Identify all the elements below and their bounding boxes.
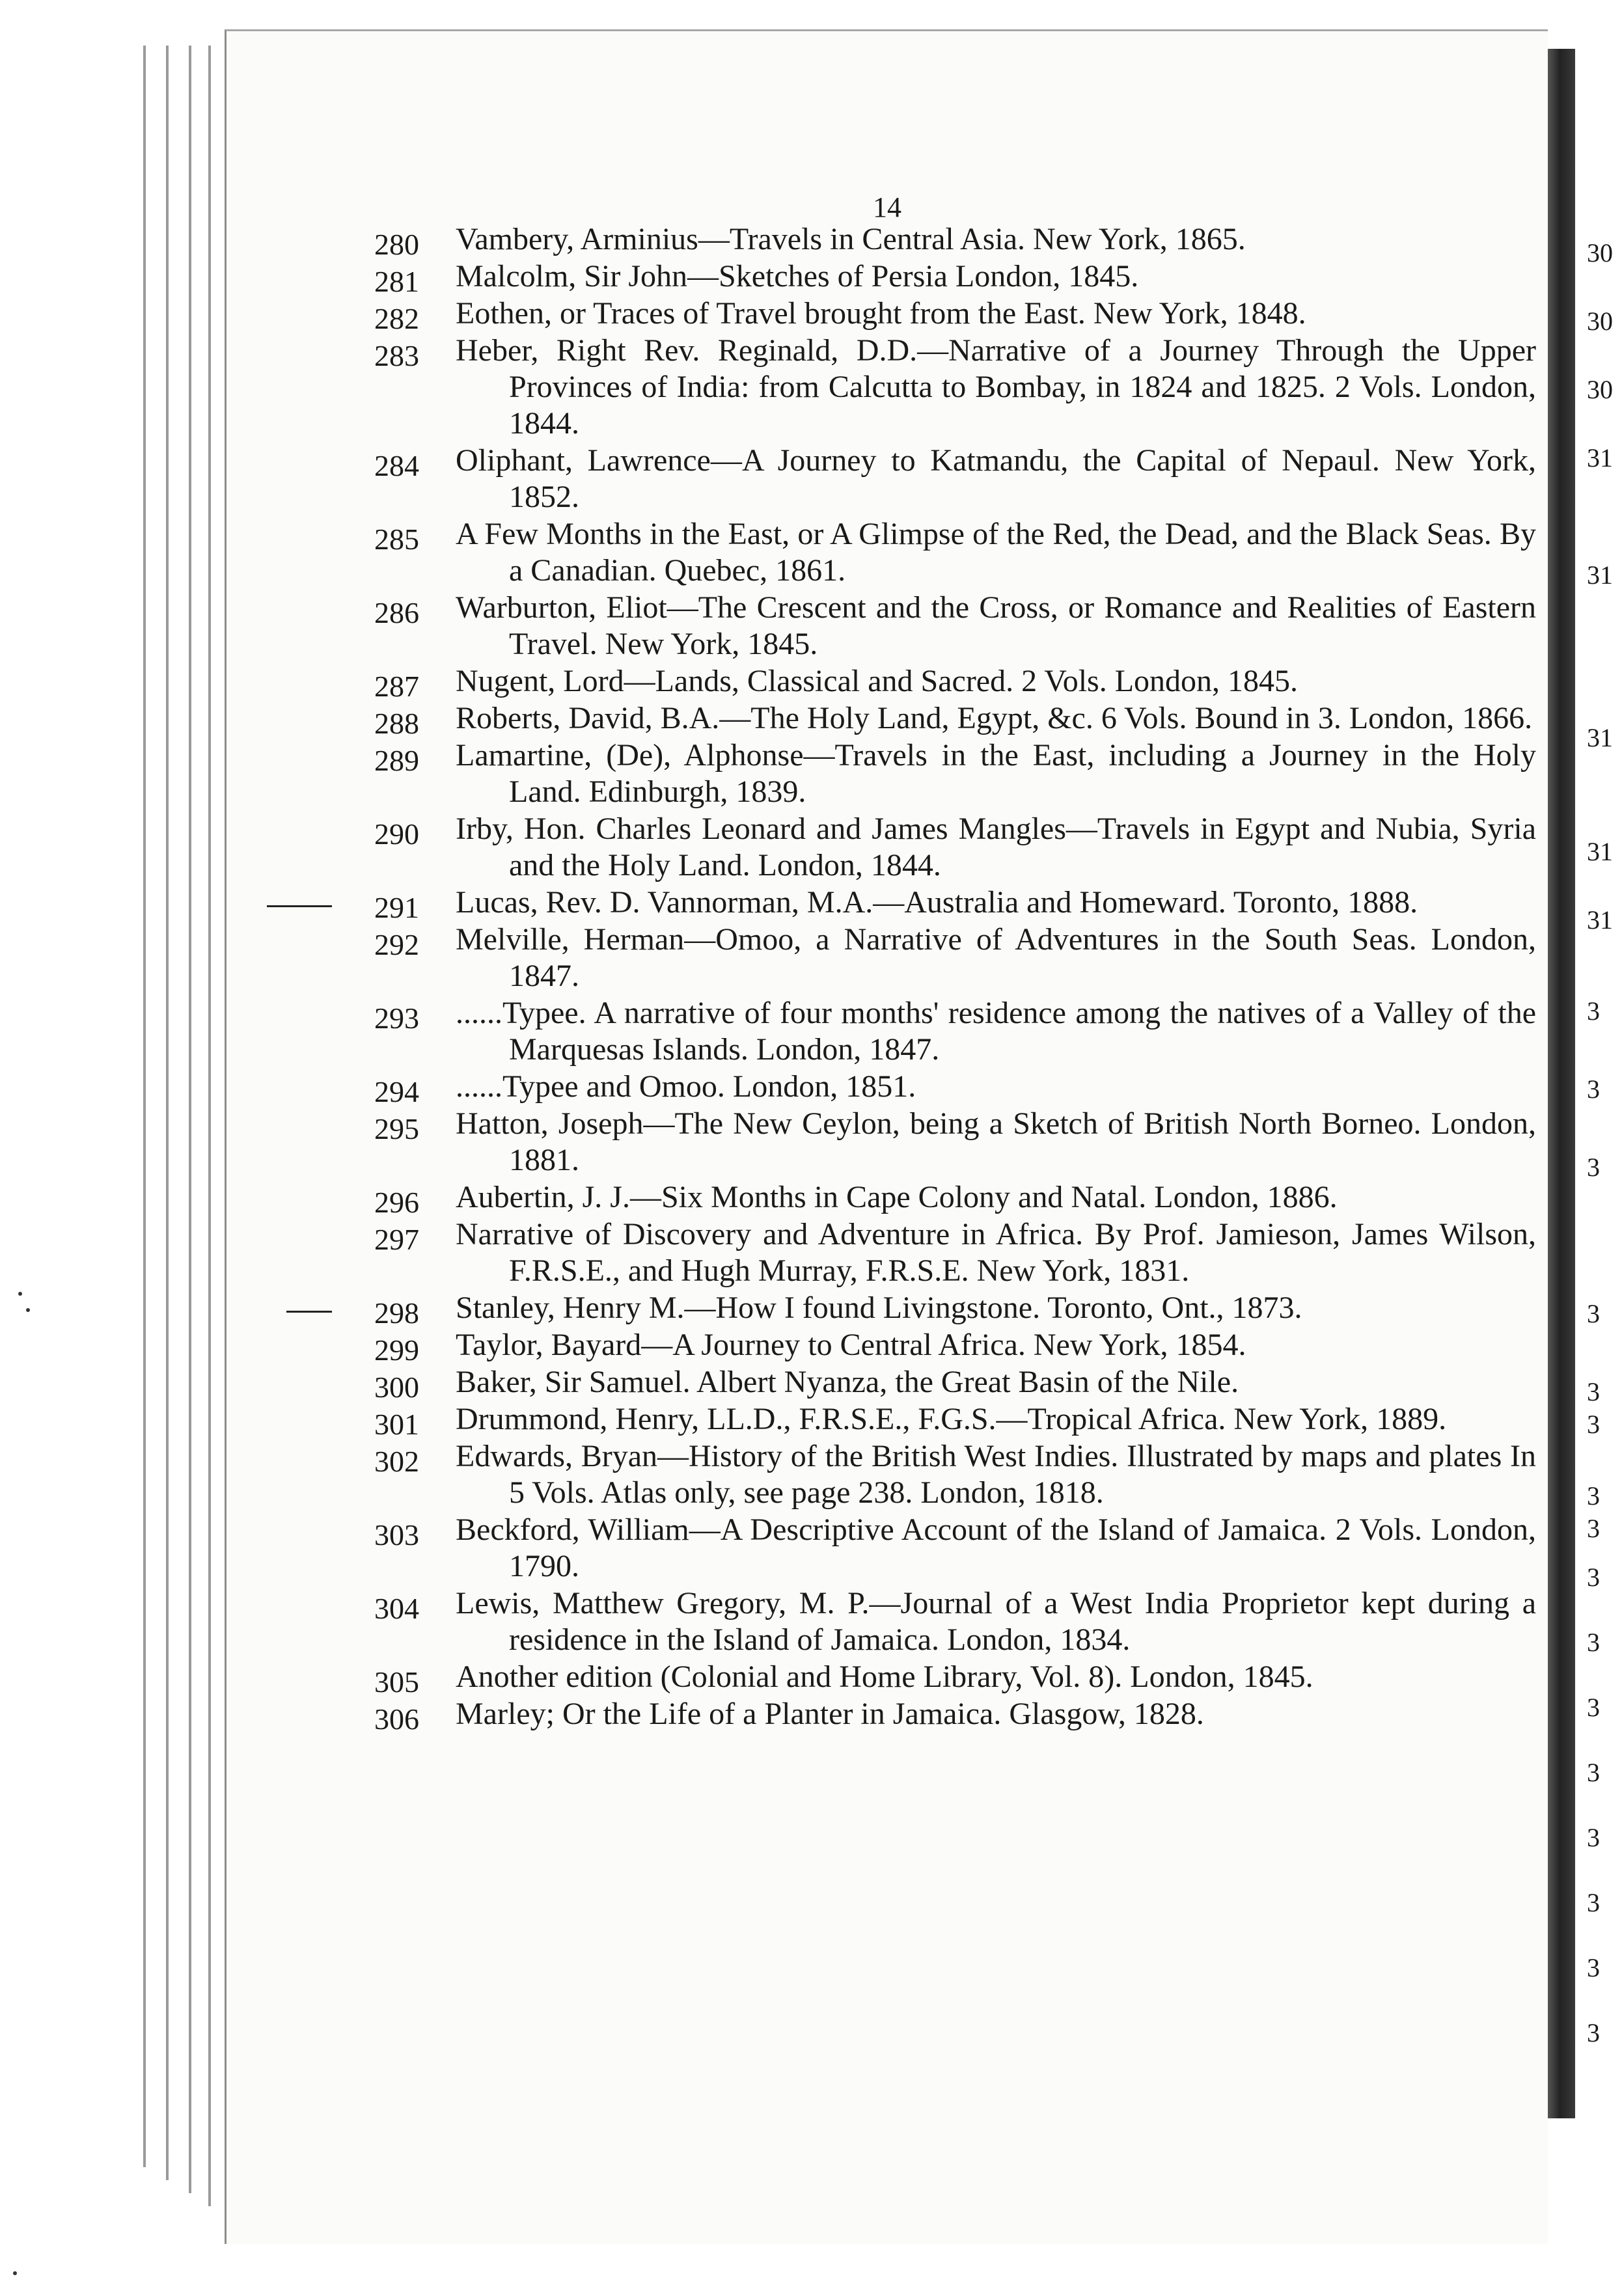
facing-page-number-fragment: 31: [1587, 443, 1613, 472]
facing-page-number-fragment: 31: [1587, 723, 1613, 752]
facing-page-number-fragment: 3: [1587, 1693, 1600, 1722]
entry-text: Nugent, Lord—Lands, Classical and Sacred. 2 Vols. London, 1845.: [456, 664, 1299, 698]
page-stack-edge: [208, 46, 211, 2206]
entry-text: A Few Months in the East, or A Glimpse of the Red, the Dead, and the Black Seas. By a Canadian. Quebec, 1861.: [456, 517, 1536, 588]
entry-text: Beckford, William—A Descriptive Account of the Island of Jamaica. 2 Vols. London, 1790.: [456, 1512, 1536, 1583]
entry-text: Edwards, Bryan—History of the British West Indies. Illustrated by maps and plates In 5 Vols. Atlas only, see page 238. London, 1818.: [456, 1439, 1536, 1510]
margin-mark: [267, 905, 332, 907]
entry-number: 293: [374, 1002, 419, 1035]
entry-text: ......Typee and Omoo. London, 1851.: [456, 1069, 916, 1104]
catalog-entry: [374, 1438, 1536, 1511]
scan-speck: [13, 2271, 17, 2275]
entry-number: 306: [374, 1702, 419, 1736]
facing-page-number-fragment: 3: [1587, 1628, 1600, 1657]
entry-text: Hatton, Joseph—The New Ceylon, being a Sketch of British North Borneo. London, 1881.: [456, 1106, 1536, 1177]
facing-page-number-fragment: 3: [1587, 1377, 1600, 1406]
entry-text: Vambery, Arminius—Travels in Central Asia. New York, 1865.: [456, 222, 1246, 256]
catalog-entry: [374, 700, 1536, 740]
scan-speck: [18, 1292, 22, 1296]
entry-text: Baker, Sir Samuel. Albert Nyanza, the Great Basin of the Nile.: [456, 1365, 1239, 1399]
entry-number: 282: [374, 302, 419, 335]
entry-text: Irby, Hon. Charles Leonard and James Mangles—Travels in Egypt and Nubia, Syria and the Holy Land. London, 1844.: [456, 812, 1536, 882]
facing-page-number-fragment: 30: [1587, 238, 1613, 267]
catalog-entry: [374, 1512, 1536, 1585]
catalog-entry: [374, 1106, 1536, 1179]
catalog-entry: [374, 516, 1536, 589]
entry-text: Lucas, Rev. D. Vannorman, M.A.—Australia and Homeward. Toronto, 1888.: [456, 885, 1418, 920]
entry-number: 295: [374, 1112, 419, 1145]
catalog-entry: [374, 590, 1536, 663]
entry-number: 285: [374, 523, 419, 556]
entry-number: 292: [374, 928, 419, 961]
entry-text: Warburton, Eliot—The Crescent and the Cross, or Romance and Realities of Eastern Travel. New York, 1845.: [456, 590, 1536, 661]
entry-number: 300: [374, 1371, 419, 1404]
facing-page-number-fragment: 3: [1587, 1074, 1600, 1104]
facing-page-number-fragment: 3: [1587, 2018, 1600, 2047]
catalog-entry: [374, 811, 1536, 884]
margin-mark: [286, 1311, 332, 1313]
catalog-entry: [374, 995, 1536, 1068]
facing-page-number-fragment: 3: [1587, 1953, 1600, 1982]
catalog-entry: [374, 333, 1536, 442]
entry-number: 281: [374, 265, 419, 298]
catalog-entry: [374, 737, 1536, 810]
facing-page-number-fragment: 30: [1587, 307, 1613, 336]
entry-number: 286: [374, 596, 419, 629]
page-stack-edge: [166, 46, 169, 2180]
entry-number: 290: [374, 817, 419, 851]
entry-text: Marley; Or the Life of a Planter in Jamaica. Glasgow, 1828.: [456, 1697, 1204, 1731]
catalog-entry: [374, 1401, 1536, 1441]
facing-page-number-fragment: 3: [1587, 1758, 1600, 1787]
catalog-entry: [374, 221, 1536, 261]
bibliography-list: [374, 221, 1536, 1736]
entry-number: 288: [374, 707, 419, 740]
catalog-entry: [374, 258, 1536, 298]
entry-text: Aubertin, J. J.—Six Months in Cape Colony and Natal. London, 1886.: [456, 1180, 1338, 1214]
catalog-entry: [374, 443, 1536, 515]
catalog-entry: [374, 1179, 1536, 1219]
catalog-entry: [374, 663, 1536, 703]
entry-text: Another edition (Colonial and Home Library, Vol. 8). London, 1845.: [456, 1660, 1313, 1694]
catalog-entry: [374, 1585, 1536, 1658]
entry-text: Heber, Right Rev. Reginald, D.D.—Narrative of a Journey Through the Upper Provinces of India: from Calcutta to Bombay, in 1824 and 1825. 2 Vols. London, 1844.: [456, 333, 1536, 441]
entry-number: 280: [374, 228, 419, 261]
entry-number: 303: [374, 1518, 419, 1551]
page-stack-edge: [143, 46, 146, 2167]
entry-number: 284: [374, 449, 419, 482]
facing-page-number-fragment: 3: [1587, 1299, 1600, 1328]
entry-number: 289: [374, 744, 419, 777]
entry-number: 298: [374, 1296, 419, 1330]
entry-text: Eothen, or Traces of Travel brought from the East. New York, 1848.: [456, 296, 1306, 331]
facing-page-number-fragment: 31: [1587, 837, 1613, 866]
catalog-entry: [374, 1327, 1536, 1367]
facing-page-number-fragment: 3: [1587, 996, 1600, 1026]
entry-number: 305: [374, 1665, 419, 1699]
entry-number: 294: [374, 1075, 419, 1108]
entry-text: ......Typee. A narrative of four months' residence among the natives of a Valley of the Marquesas Islands. London, 1847.: [456, 996, 1536, 1067]
entry-text: Narrative of Discovery and Adventure in Africa. By Prof. Jamieson, James Wilson, F.R.S.E., and Hugh Murray, F.R.S.E. New York, 1831.: [456, 1217, 1536, 1288]
entry-text: Drummond, Henry, LL.D., F.R.S.E., F.G.S.—Tropical Africa. New York, 1889.: [456, 1402, 1447, 1436]
entry-number: 302: [374, 1445, 419, 1478]
catalog-entry: [374, 1216, 1536, 1289]
facing-page-number-fragment: 3: [1587, 1823, 1600, 1852]
entry-number: 297: [374, 1223, 419, 1256]
facing-page-number-fragment: 30: [1587, 375, 1613, 404]
entry-text: Oliphant, Lawrence—A Journey to Katmandu, the Capital of Nepaul. New York, 1852.: [456, 443, 1536, 514]
facing-page-number-fragment: 3: [1587, 1563, 1600, 1592]
entry-number: 283: [374, 339, 419, 372]
facing-page-number-fragment: 3: [1587, 1153, 1600, 1182]
page-stack-edge: [189, 46, 191, 2193]
facing-page-number-fragment: 3: [1587, 1481, 1600, 1510]
facing-page-number-fragment: 31: [1587, 905, 1613, 935]
entry-text: Lamartine, (De), Alphonse—Travels in the East, including a Journey in the Holy Land. Edinburgh, 1839.: [456, 738, 1536, 809]
entry-number: 301: [374, 1408, 419, 1441]
entry-text: Stanley, Henry M.—How I found Livingstone. Toronto, Ont., 1873.: [456, 1291, 1302, 1325]
catalog-entry: [374, 295, 1536, 335]
entry-text: Lewis, Matthew Gregory, M. P.—Journal of a West India Proprietor kept during a residence in the Island of Jamaica. London, 1834.: [456, 1586, 1536, 1657]
catalog-entry: [374, 1290, 1536, 1330]
entry-number: 299: [374, 1333, 419, 1367]
entry-number: 296: [374, 1186, 419, 1219]
entry-text: Taylor, Bayard—A Journey to Central Africa. New York, 1854.: [456, 1328, 1246, 1362]
catalog-entry: [374, 922, 1536, 994]
facing-page-number-fragment: 3: [1587, 1888, 1600, 1917]
catalog-entry: [374, 884, 1536, 924]
entry-text: Malcolm, Sir John—Sketches of Persia London, 1845.: [456, 259, 1139, 294]
facing-page-number-fragment: 31: [1587, 560, 1613, 590]
scan-speck: [26, 1308, 30, 1312]
entry-text: Roberts, David, B.A.—The Holy Land, Egypt, &c. 6 Vols. Bound in 3. London, 1866.: [456, 701, 1533, 735]
entry-number: 287: [374, 670, 419, 703]
page-number: 14: [873, 191, 901, 223]
catalog-entry: [374, 1069, 1536, 1108]
catalog-entry: [374, 1659, 1536, 1699]
facing-page-number-fragment: 3: [1587, 1514, 1600, 1543]
catalog-entry: [374, 1696, 1536, 1736]
entry-number: 304: [374, 1592, 419, 1625]
entry-number: 291: [374, 891, 419, 924]
facing-page-number-fragment: 3: [1587, 1410, 1600, 1439]
catalog-entry: [374, 1364, 1536, 1404]
page-gutter-shadow: [1548, 49, 1575, 2118]
entry-text: Melville, Herman—Omoo, a Narrative of Adventures in the South Seas. London, 1847.: [456, 922, 1536, 993]
